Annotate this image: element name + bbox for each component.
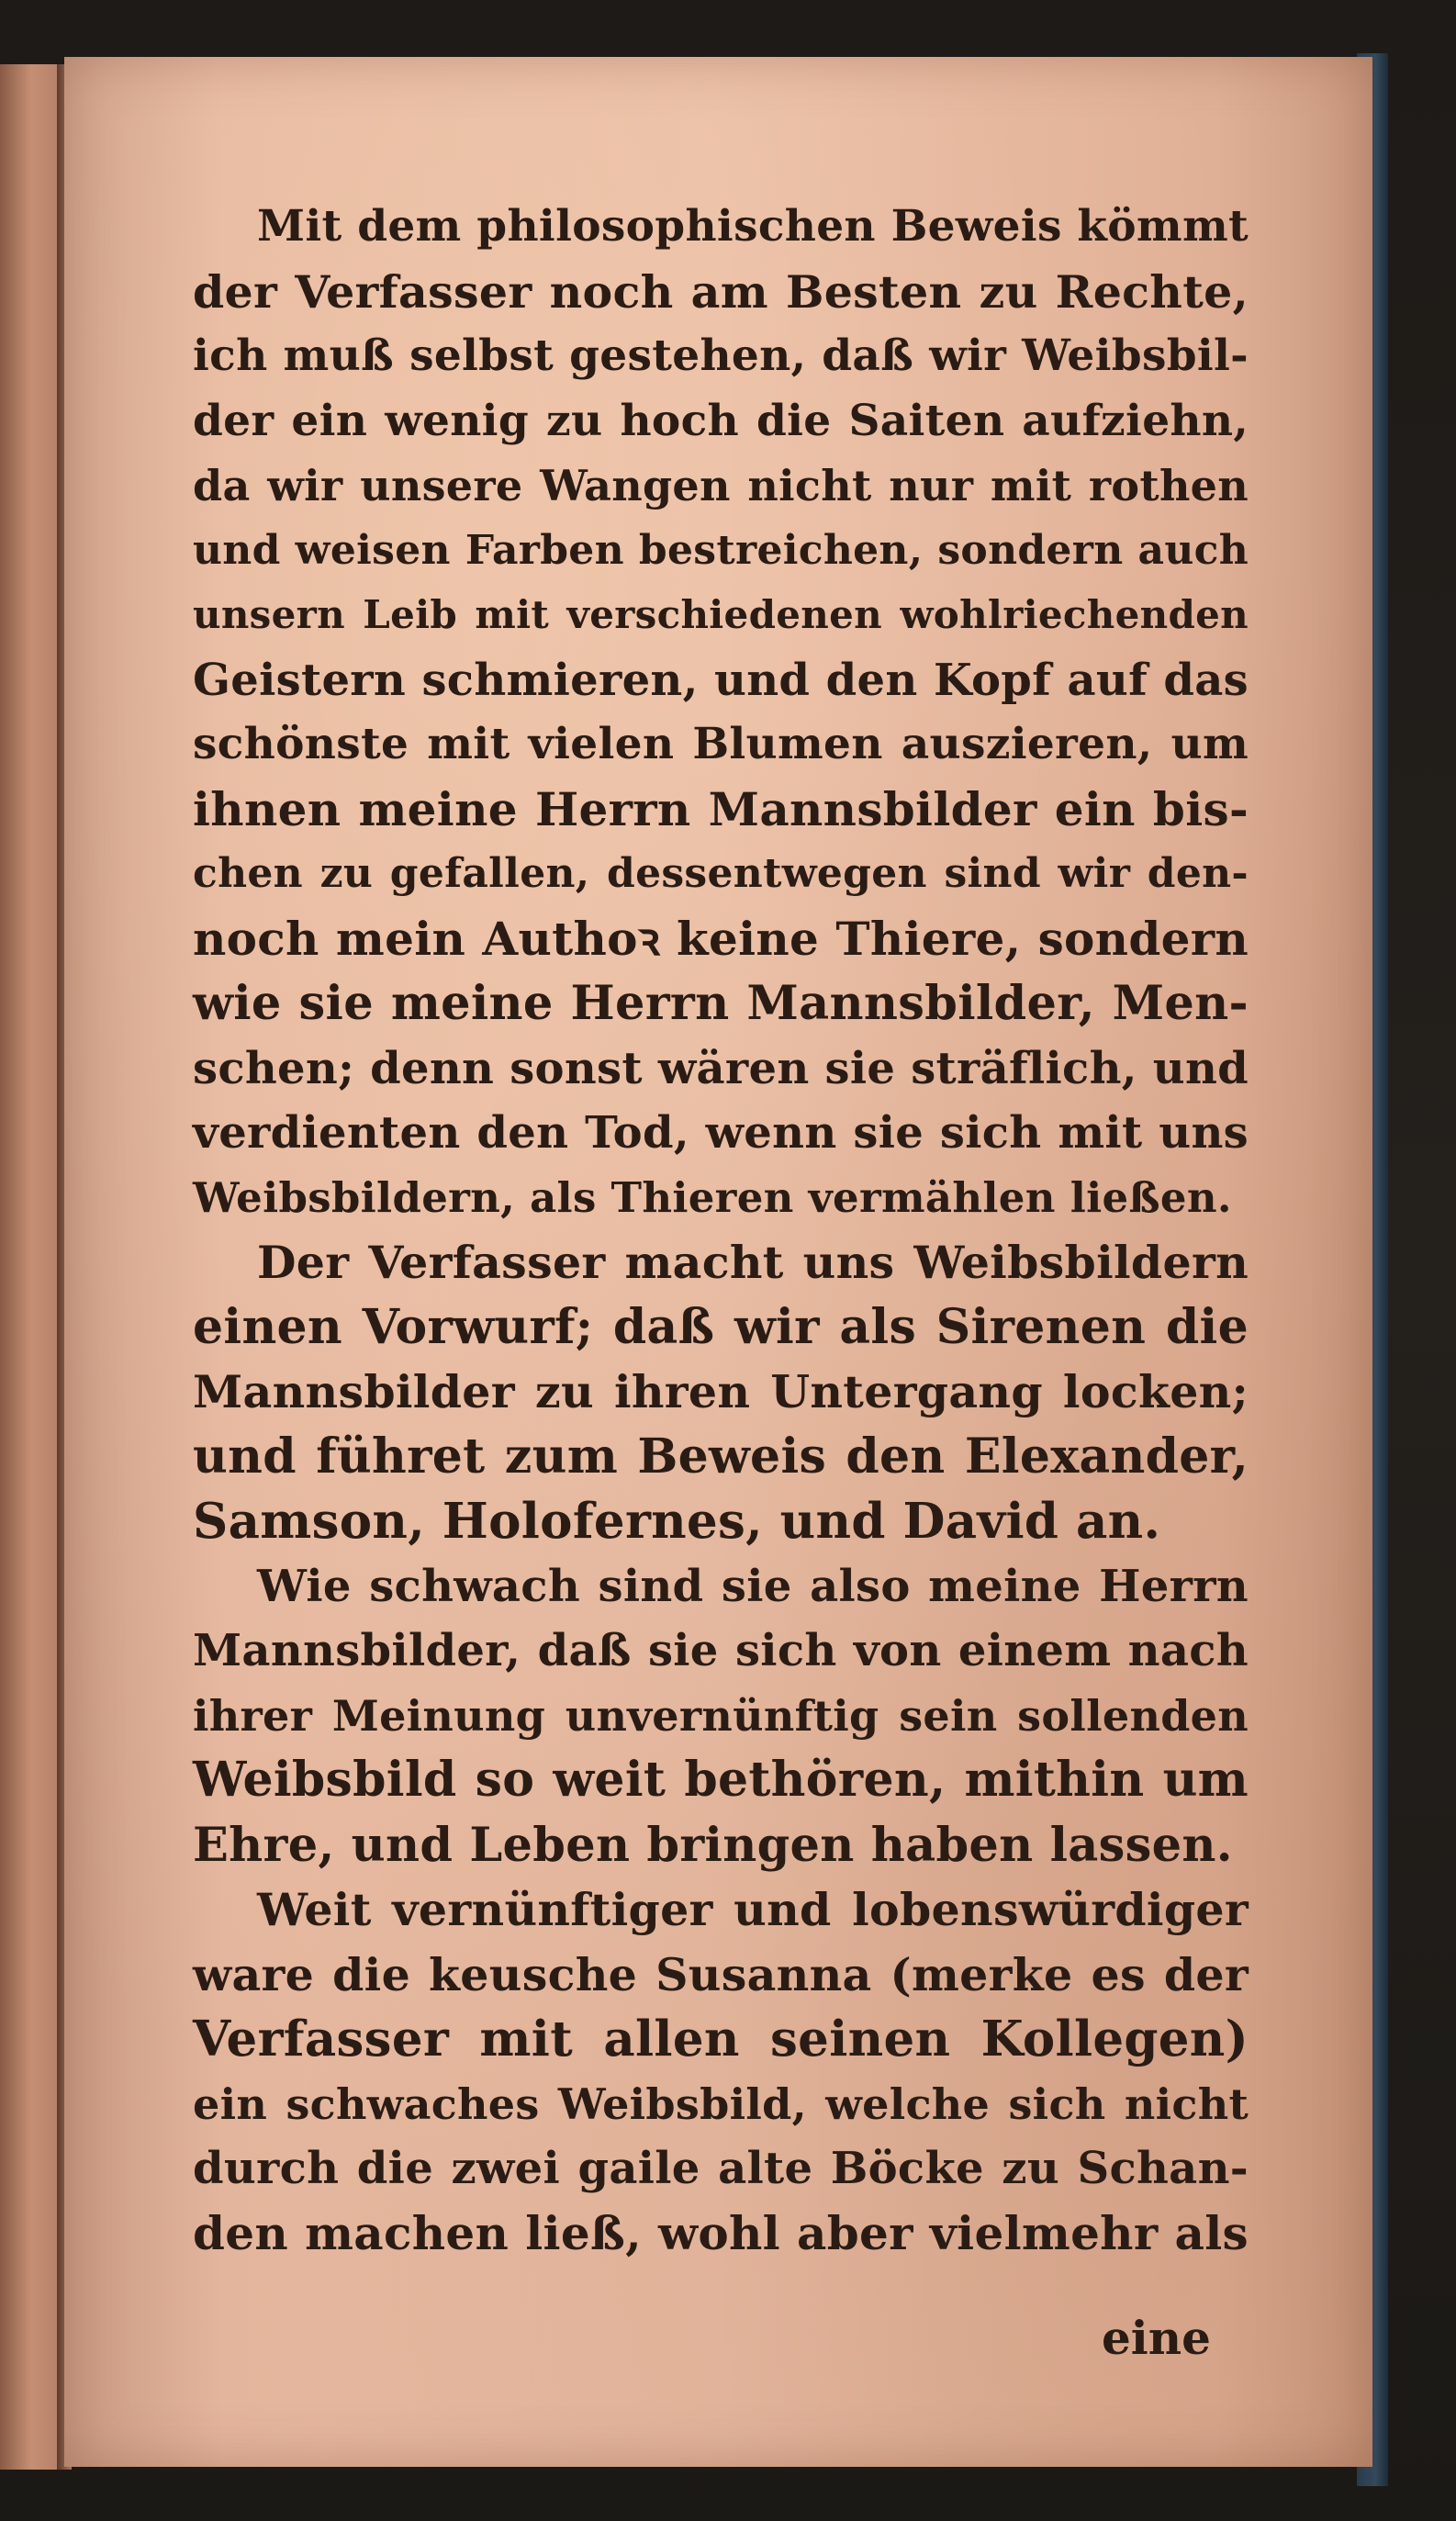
text-line: der Verfasser noch am Besten zu Rechte, [193,264,1249,319]
text-line: den machen ließ, wohl aber vielmehr als [193,2205,1249,2260]
text-line: ware die keusche Susanna (merke es der [193,1947,1249,2001]
text-line: einen Vorwurf; daß wir als Sirenen die [193,1298,1249,1355]
text-line: unsern Leib mit verschiedenen wohlriechenden [193,592,1249,637]
text-line: chen zu gefallen, dessentwegen sind wir den- [193,850,1249,897]
text-line: Ehre, und Leben bringen haben lassen. [193,1817,1233,1873]
text-line: Weit vernünftiger und lobenswürdiger [257,1883,1249,1936]
book-page [64,57,1372,2467]
text-line: Mit dem philosophischen Beweis kömmt [257,201,1249,252]
text-line: Geistern schmieren, und den Kopf auf das [193,654,1249,706]
text-line: ihnen meine Herrn Mannsbilder ein bis- [193,781,1249,836]
text-line: ihrer Meinung unvernünftig sein sollenden [193,1690,1249,1741]
text-line: Der Verfasser macht uns Weibsbildern [257,1236,1249,1289]
text-line: schönste mit vielen Blumen auszieren, um [193,719,1249,769]
text-line: Weibsbild so weit bethören, mithin um [193,1752,1249,1808]
text-line: Mannsbilder zu ihren Untergang locken; [193,1365,1249,1418]
text-line: und weisen Farben bestreichen, sondern auch [193,526,1249,574]
text-line: ich muß selbst gestehen, daß wir Weibsbil- [193,331,1249,381]
text-line: verdienten den Tod, wenn sie sich mit uns [193,1107,1249,1159]
text-line: Mannsbilder, daß sie sich von einem nach [193,1625,1249,1676]
text-line: Wie schwach sind sie also meine Herrn [257,1560,1249,1612]
left-page-edge [0,64,59,2470]
text-line: ein schwaches Weibsbild, welche sich nicht [193,2078,1249,2129]
text-line: der ein wenig zu hoch die Saiten aufziehn, [193,395,1249,446]
catchword: eine [1102,2311,1211,2365]
page-body-text [193,195,1249,2266]
text-line: schen; denn sonst wären sie sträflich, und [193,1042,1249,1094]
text-line: und führet zum Beweis den Elexander, [193,1428,1249,1485]
text-line: da wir unsere Wangen nicht nur mit rothen [193,461,1249,510]
text-line: wie sie meine Herrn Mannsbilder, Men- [193,976,1249,1031]
text-line: noch mein Authoꝛ keine Thiere, sondern [193,911,1249,966]
text-line: Verfasser mit allen seinen Kollegen) [193,2011,1249,2067]
text-line: Weibsbildern, als Thieren vermählen ließen. [193,1172,1232,1222]
text-line: Samson, Holofernes, und David an. [193,1493,1161,1550]
text-line: durch die zwei gaile alte Böcke zu Schan- [193,2143,1249,2194]
